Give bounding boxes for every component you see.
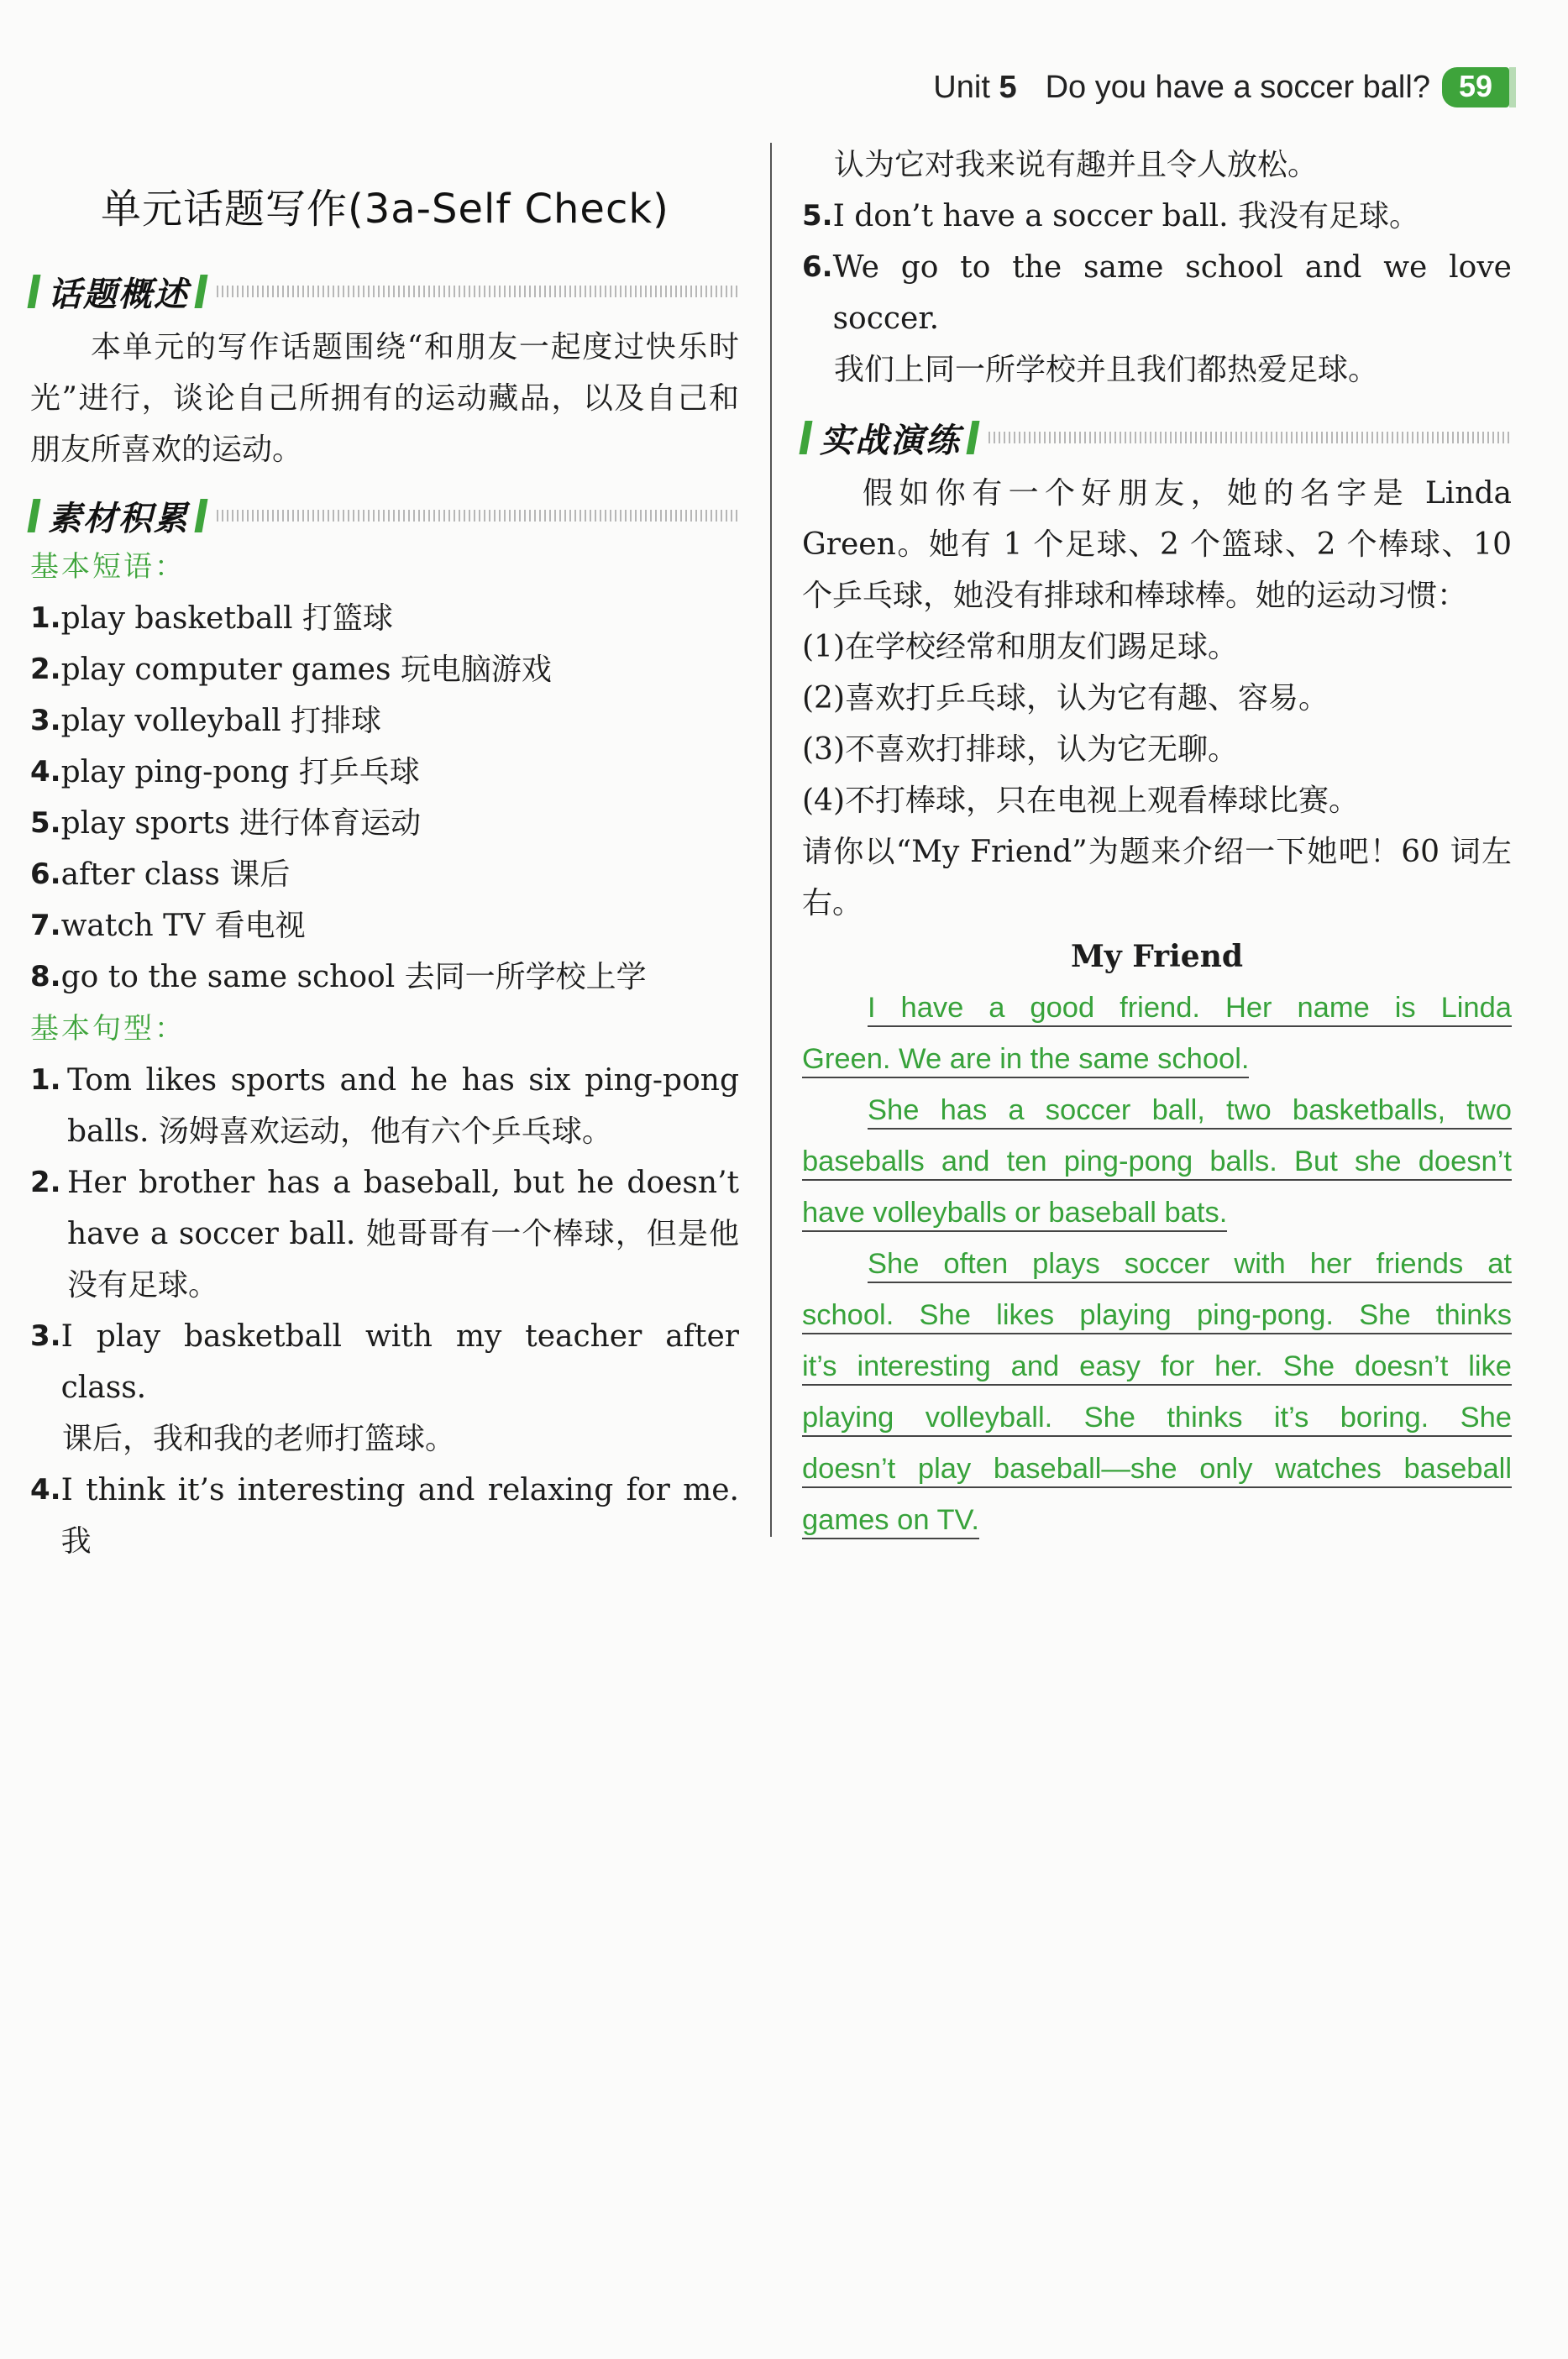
essay-line: doesn’t play baseball—she only watches baseball	[802, 1444, 1512, 1495]
overview-text: 本单元的写作话题围绕“和朋友一起度过快乐时光”进行，谈论自己所拥有的运动藏品，以及自己和朋友所喜欢的运动。	[30, 330, 739, 467]
section-heading-practice: 实战演练	[802, 412, 1512, 463]
essay-line: playing volleyball. She thinks it’s boring. She	[802, 1392, 1512, 1444]
page-header	[933, 67, 1509, 107]
unit-title: Do you have a soccer ball?	[1045, 69, 1430, 105]
page-number-badge: 59	[1442, 67, 1509, 107]
list-item: 7. watch TV 看电视	[30, 909, 306, 943]
practice-list-item: (3)不喜欢打排球，认为它无聊。	[802, 732, 1238, 767]
essay-answer	[802, 983, 1512, 1546]
list-item: 6. We go to the same school and we love soccer.	[802, 250, 1512, 336]
heading-bar-icon	[27, 275, 40, 308]
page-title: 单元话题写作(3a-Self Check)	[101, 186, 669, 233]
column-divider	[770, 143, 772, 1537]
heading-bar-icon	[194, 275, 207, 308]
right-column	[802, 143, 1512, 1546]
section-heading-overview: 话题概述	[30, 266, 739, 317]
list-item: 4. play ping-pong 打乒乓球	[30, 755, 420, 789]
list-item: 5. play sports 进行体育运动	[30, 806, 422, 841]
essay-line: have volleyballs or baseball bats.	[802, 1187, 1512, 1239]
practice-list-item: (4)不打棒球，只在电视上观看棒球比赛。	[802, 784, 1359, 818]
dotted-rule	[217, 286, 739, 297]
list-item: 6. after class 课后	[30, 857, 291, 892]
practice-instruction: 请你以“My Friend”为题来介绍一下她吧！60 词左右。	[802, 835, 1512, 920]
list-item: 8. go to the same school 去同一所学校上学	[30, 960, 647, 994]
practice-prompt: 假如你有一个好朋友，她的名字是 Linda Green。她有 1 个足球、2 个篮球、2 个棒球、10 个乒乓球，她没有排球和棒球棒。她的运动习惯：	[802, 476, 1512, 613]
essay-line: She has a soccer ball, two basketballs, two	[802, 1085, 1512, 1136]
list-item-continued: 认为它对我来说有趣并且令人放松。	[834, 148, 1319, 182]
essay-line: Green. We are in the same school.	[802, 1034, 1512, 1085]
essay-line: I have a good friend. Her name is Linda	[802, 983, 1512, 1034]
list-item: 3. I play basketball with my teacher after class.	[30, 1319, 739, 1405]
phrase-list	[30, 593, 739, 1003]
list-item: 1. Tom likes sports and he has six ping-pong	[30, 1063, 739, 1098]
list-item-continued: 没有足球。	[67, 1268, 219, 1303]
unit-label: Unit 5	[933, 69, 1017, 105]
essay-line: baseballs and ten ping-pong balls. But she doesn’t	[802, 1136, 1512, 1187]
essay-line: it’s interesting and easy for her. She doesn’t like	[802, 1341, 1512, 1392]
sentences-heading: 基本句型：	[30, 1012, 186, 1046]
practice-list-item: (1)在学校经常和朋友们踢足球。	[802, 630, 1238, 664]
practice-list-item: (2)喜欢打乒乓球，认为它有趣、容易。	[802, 681, 1329, 716]
heading-bar-icon	[27, 499, 40, 532]
list-item-continued: 课后，我和我的老师打篮球。	[62, 1422, 456, 1456]
list-item: 2. Her brother has a baseball, but he doesn’t	[30, 1166, 739, 1200]
list-item: 2. play computer games 玩电脑游戏	[30, 653, 552, 687]
dotted-rule	[989, 432, 1512, 443]
essay-line: She often plays soccer with her friends at	[802, 1239, 1512, 1290]
sentence-list	[30, 1055, 739, 1567]
list-item-continued: balls. 汤姆喜欢运动，他有六个乒乓球。	[67, 1114, 612, 1149]
list-item: 1. play basketball 打篮球	[30, 601, 393, 636]
section-heading-materials: 素材积累	[30, 490, 739, 541]
dotted-rule	[217, 510, 739, 522]
essay-line: school. She likes playing ping-pong. She thinks	[802, 1290, 1512, 1341]
list-item: 3. play volleyball 打排球	[30, 704, 382, 738]
essay-title: My Friend	[1070, 939, 1244, 974]
list-item: 4. I think it’s interesting and relaxing for me. 我	[30, 1473, 739, 1559]
list-item-continued: 我们上同一所学校并且我们都热爱足球。	[834, 353, 1379, 387]
heading-bar-icon	[799, 421, 812, 454]
list-item-continued: have a soccer ball. 她哥哥有一个棒球，但是他	[67, 1217, 739, 1251]
heading-bar-icon	[194, 499, 207, 532]
unit-number: 5	[999, 69, 1017, 105]
left-column	[30, 143, 739, 1567]
essay-line: games on TV.	[802, 1495, 1512, 1546]
phrases-heading: 基本短语：	[30, 550, 186, 584]
heading-bar-icon	[966, 421, 979, 454]
list-item: 5. I don’t have a soccer ball. 我没有足球。	[802, 199, 1419, 233]
